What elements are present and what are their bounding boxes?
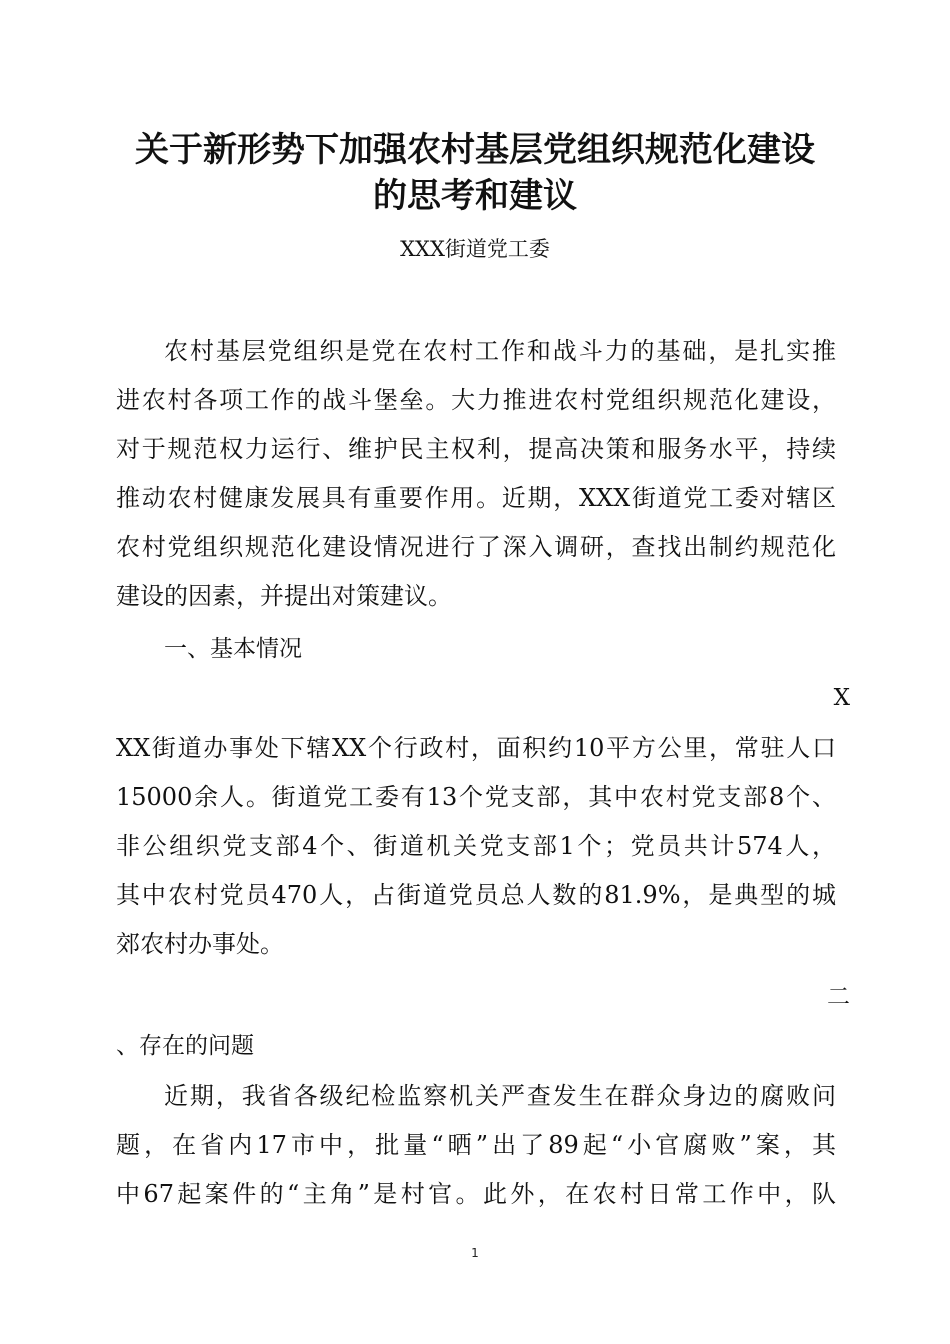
document-title-line-2: 的思考和建议 [373,176,577,216]
section-1-line-3: 非公组织党支部4个、街道机关党支部1个；党员共计574人， [116,832,836,860]
intro-line-5: 农村党组织规范化建设情况进行了深入调研，查找出制约规范化 [116,533,836,561]
section-1-line-5: 郊农村办事处。 [116,930,284,958]
intro-line-1: 农村基层党组织是党在农村工作和战斗力的基础，是扎实推 [164,337,836,365]
intro-line-3: 对于规范权力运行、维护民主权利，提高决策和服务水平，持续 [116,435,836,463]
intro-line-4: 推动农村健康发展具有重要作用。近期，XXX街道党工委对辖区 [116,484,836,512]
page-number: 1 [471,1246,479,1260]
document-title-line-1: 关于新形势下加强农村基层党组织规范化建设 [135,130,815,170]
intro-line-2: 进农村各项工作的战斗堡垒。大力推进农村党组织规范化建设， [116,386,836,414]
intro-line-6: 建设的因素，并提出对策建议。 [116,582,452,610]
section-1-line-2: 15000余人。街道党工委有13个党支部，其中农村党支部8个、 [116,783,836,811]
section-2-line-3: 中67起案件的“主角”是村官。此外，在农村日常工作中，队 [116,1180,836,1208]
section-2-line-2: 题，在省内17市中，批量“晒”出了89起“小官腐败”案，其 [116,1131,836,1159]
section-1-line-4: 其中农村党员470人，占街道党员总人数的81.9%，是典型的城 [116,881,836,909]
section-2-wrap-char: 二 [827,984,850,1010]
document-author: XXX街道党工委 [400,237,550,261]
section-1-line-1: XX街道办事处下辖XX个行政村，面积约10平方公里，常驻人口 [116,734,836,762]
section-2-heading: 、存在的问题 [116,1033,254,1059]
section-1-wrap-char: X [833,685,850,711]
section-2-line-1: 近期，我省各级纪检监察机关严查发生在群众身边的腐败问 [164,1082,836,1110]
section-1-heading: 一、基本情况 [164,636,302,662]
